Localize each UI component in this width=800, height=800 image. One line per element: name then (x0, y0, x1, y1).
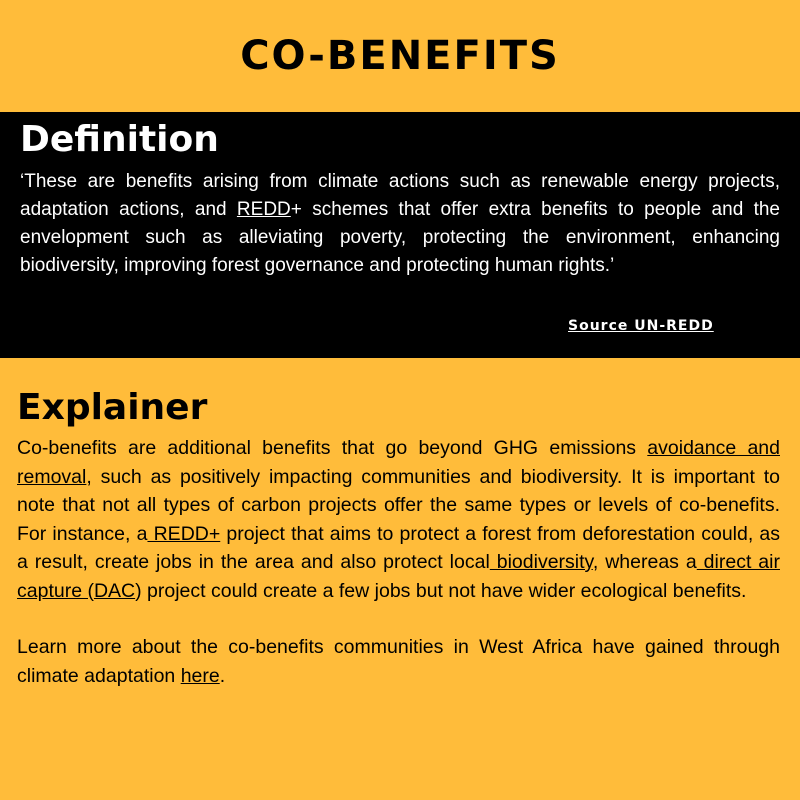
explainer-panel (0, 386, 800, 690)
text-span: project that aims to protect a forest from deforestation could, as a result, create jobs in the area and also protect local (17, 522, 781, 573)
definition-panel (0, 112, 800, 358)
redd-link[interactable]: REDD (236, 199, 291, 220)
text-span: ) project could create a few jobs but not have wider ecological benefits. (135, 579, 747, 602)
page-title: CO-BENEFITS (240, 33, 560, 79)
direct-air-capture-link[interactable]: direct air capture ( (17, 551, 780, 602)
explainer-paragraph (17, 434, 780, 605)
text-span: Co-benefits are additional benefits that go beyond GHG emissions (17, 437, 648, 459)
definition-text-part: ‘These are benefits arising from climate actions such as renewable energy projects, adaptation actions, and (20, 171, 780, 220)
dac-link[interactable]: DAC (93, 579, 136, 602)
text-span: , whereas a (592, 551, 697, 573)
definition-heading: Definition (20, 119, 219, 160)
biodiversity-link[interactable]: biodiversity (489, 551, 593, 573)
paragraph-gap (17, 605, 780, 633)
text-span: . (219, 664, 226, 687)
explainer-heading: Explainer (17, 387, 208, 428)
text-span: Learn more about the co-benefits communities in West Africa have gained through climate adaptation (17, 636, 780, 687)
definition-text (20, 168, 780, 280)
header-band (0, 0, 800, 112)
learn-more-paragraph (17, 633, 780, 690)
text-span: , such as positively impacting communities and biodiversity. It is important to note that not all types of carbon projects offer the same types or levels of co-benefits. For instance, a (17, 465, 780, 545)
definition-text-part: + schemes that offer extra benefits to people and the envelopment such as alleviating poverty, protecting the environment, enhancing biodiversity, improving forest governance and protecting human rights.’ (20, 199, 780, 276)
redd-plus-link[interactable]: REDD+ (147, 522, 221, 545)
avoidance-removal-link[interactable]: avoidance and removal (17, 437, 780, 488)
source-link[interactable]: Source UN-REDD (568, 318, 714, 334)
here-link[interactable]: here (180, 664, 220, 687)
